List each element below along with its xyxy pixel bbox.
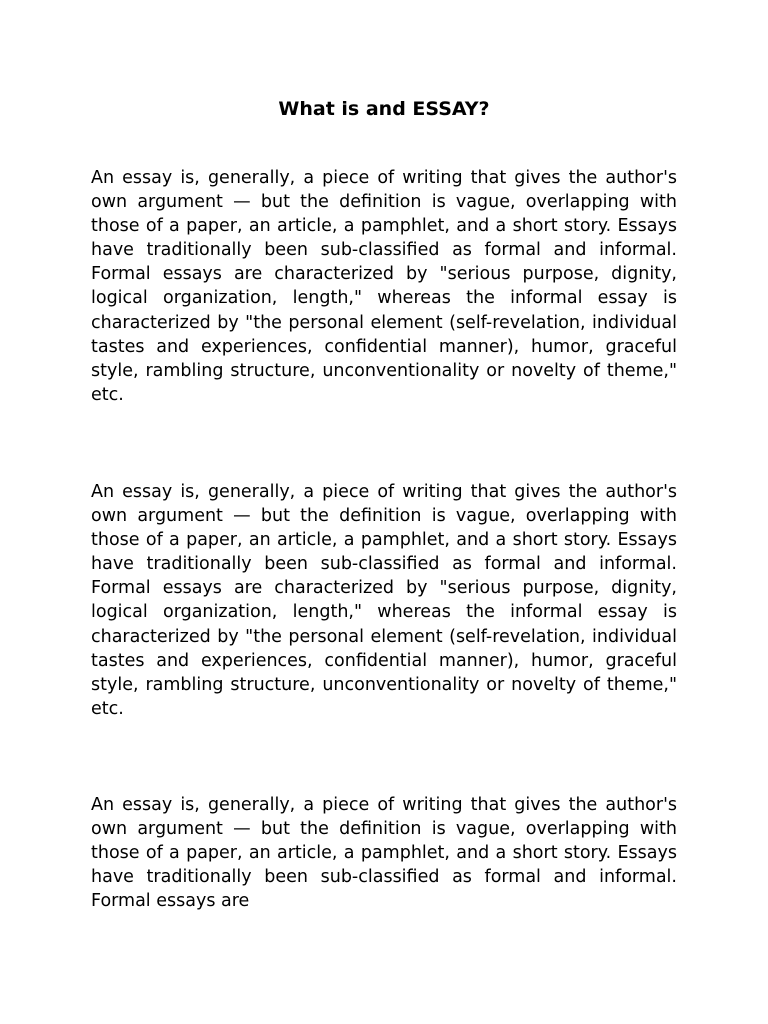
essay-paragraph: An essay is, generally, a piece of writing that gives the author's own argument — but the definition is vague, overlapping with those of a paper, an article, a pamphlet, and a short story. Essays have traditionally been sub-classified as formal and informal. Formal essays are: [91, 795, 677, 912]
essay-paragraph: An essay is, generally, a piece of writing that gives the author's own argument — but the definition is vague, overlapping with those of a paper, an article, a pamphlet, and a short story. Essays have traditionally been sub-classified as formal and informal. Formal essays are characterized by "serious purpose, dignity, logical organization, length," whereas the informal essay is characterized by "the personal element (self-revelation, individual tastes and experiences, confidential manner), humor, graceful style, rambling structure, unconventionality or novelty of theme," etc.: [91, 168, 677, 405]
essay-paragraph: An essay is, generally, a piece of writing that gives the author's own argument — but the definition is vague, overlapping with those of a paper, an article, a pamphlet, and a short story. Essays have traditionally been sub-classified as formal and informal. Formal essays are characterized by "serious purpose, dignity, logical organization, length," whereas the informal essay is characterized by "the personal element (self-revelation, individual tastes and experiences, confidential manner), humor, graceful style, rambling structure, unconventionality or novelty of theme," etc.: [91, 482, 677, 719]
page-title: What is and ESSAY?: [278, 98, 490, 120]
